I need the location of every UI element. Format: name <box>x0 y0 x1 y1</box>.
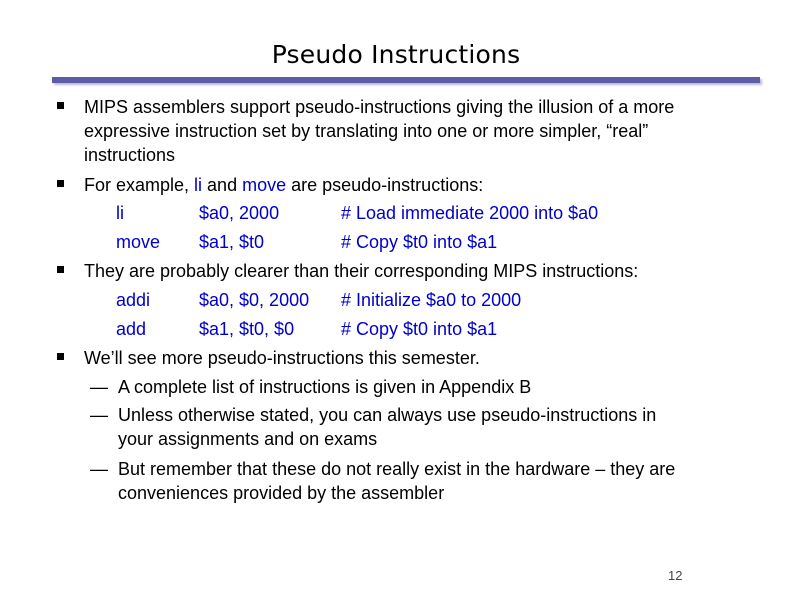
bullet-marker <box>57 102 64 109</box>
bullet-marker <box>57 266 64 273</box>
bullet-marker <box>57 353 64 360</box>
keyword-li: li <box>194 175 203 195</box>
code-op: move <box>116 232 161 252</box>
dash-marker: — <box>90 405 108 425</box>
bullet-1-line-1: MIPS assemblers support pseudo-instructions giving the illusion of a more <box>84 97 675 117</box>
bullet-4-text: We’ll see more pseudo-instructions this semester. <box>84 348 480 368</box>
page-number: 12 <box>668 568 683 583</box>
code-op: li <box>116 203 124 223</box>
bullet-1-line-2: expressive instruction set by translating into one or more simpler, “real” <box>84 121 649 141</box>
code-comment: # Load immediate 2000 into $a0 <box>341 203 599 223</box>
code-op: addi <box>116 290 151 310</box>
sub-bullet-2-line-1: Unless otherwise stated, you can always use pseudo-instructions in <box>118 405 657 425</box>
bullet-2-suffix: are pseudo-instructions: <box>286 175 484 195</box>
code-args: $a1, $t0 <box>199 232 265 252</box>
code-args: $a1, $t0, $0 <box>199 319 295 339</box>
keyword-move: move <box>242 175 287 195</box>
slide-title: Pseudo Instructions <box>271 40 521 69</box>
sub-bullet-2-line-2: your assignments and on exams <box>118 429 378 449</box>
code-args: $a0, $0, 2000 <box>199 290 310 310</box>
code-args: $a0, 2000 <box>199 203 280 223</box>
bullet-2-mid: and <box>202 175 243 195</box>
sub-bullet-1-line-1: A complete list of instructions is given in Appendix B <box>118 377 532 397</box>
bullet-2-text <box>84 174 483 196</box>
bullet-1-line-3: instructions <box>84 145 176 165</box>
bullet-3-text: They are probably clearer than their corresponding MIPS instructions: <box>84 261 639 281</box>
sub-bullet-3-line-2: conveniences provided by the assembler <box>118 483 445 503</box>
dash-marker: — <box>90 377 108 397</box>
code-comment: # Copy $t0 into $a1 <box>341 319 498 339</box>
code-op: add <box>116 319 147 339</box>
code-comment: # Initialize $a0 to 2000 <box>341 290 522 310</box>
bullet-marker <box>57 180 64 187</box>
dash-marker: — <box>90 459 108 479</box>
sub-bullet-3-line-1: But remember that these do not really exist in the hardware – they are <box>118 459 676 479</box>
bullet-2-prefix: For example, <box>84 175 195 195</box>
code-comment: # Copy $t0 into $a1 <box>341 232 498 252</box>
